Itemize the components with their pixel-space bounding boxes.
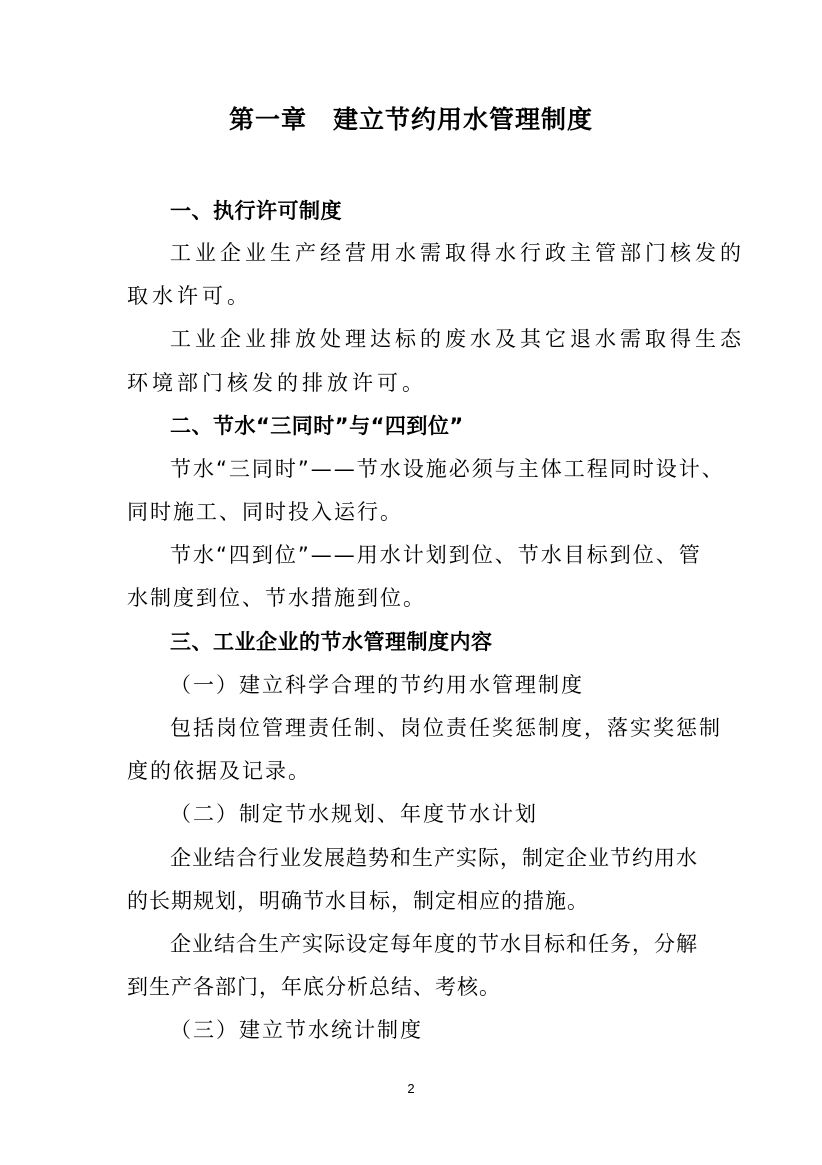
subsection-title-1: （一）建立科学合理的节约用水管理制度 xyxy=(170,673,584,697)
paragraph-line: 节水“四到位”——用水计划到位、节水目标到位、管 xyxy=(170,543,702,567)
paragraph-line: 工业企业生产经营用水需取得水行政主管部门核发的 xyxy=(170,241,745,265)
paragraph-line: 到生产各部门，年底分析总结、考核。 xyxy=(127,975,501,999)
paragraph-line: 环境部门核发的排放许可。 xyxy=(127,371,427,395)
paragraph-line: 企业结合行业发展趋势和生产实际，制定企业节约用水 xyxy=(170,846,698,870)
paragraph-line: 企业结合生产实际设定每年度的节水目标和任务，分解 xyxy=(170,932,698,956)
paragraph-line: 的长期规划，明确节水目标，制定相应的措施。 xyxy=(127,889,589,913)
subsection-title-2: （二）制定节水规划、年度节水计划 xyxy=(170,802,538,826)
paragraph-line: 包括岗位管理责任制、岗位责任奖惩制度，落实奖惩制 xyxy=(170,716,722,740)
paragraph-line: 工业企业排放处理达标的废水及其它退水需取得生态 xyxy=(170,327,745,351)
section-heading-2: 二、节水“三同时”与“四到位” xyxy=(170,414,464,438)
paragraph-line: 度的依据及记录。 xyxy=(127,759,311,783)
section-heading-1: 一、执行许可制度 xyxy=(170,199,342,223)
subsection-title-3: （三）建立节水统计制度 xyxy=(170,1018,423,1042)
paragraph-line: 节水“三同时”——节水设施必须与主体工程同时设计、 xyxy=(170,457,725,481)
paragraph-line: 取水许可。 xyxy=(127,284,252,308)
paragraph-line: 水制度到位、节水措施到位。 xyxy=(127,586,426,610)
chapter-title: 第一章 建立节约用水管理制度 xyxy=(228,105,593,134)
paragraph-line: 同时施工、同时投入运行。 xyxy=(127,500,403,524)
page-number: 2 xyxy=(407,1081,415,1096)
section-heading-3: 三、工业企业的节水管理制度内容 xyxy=(170,630,493,654)
